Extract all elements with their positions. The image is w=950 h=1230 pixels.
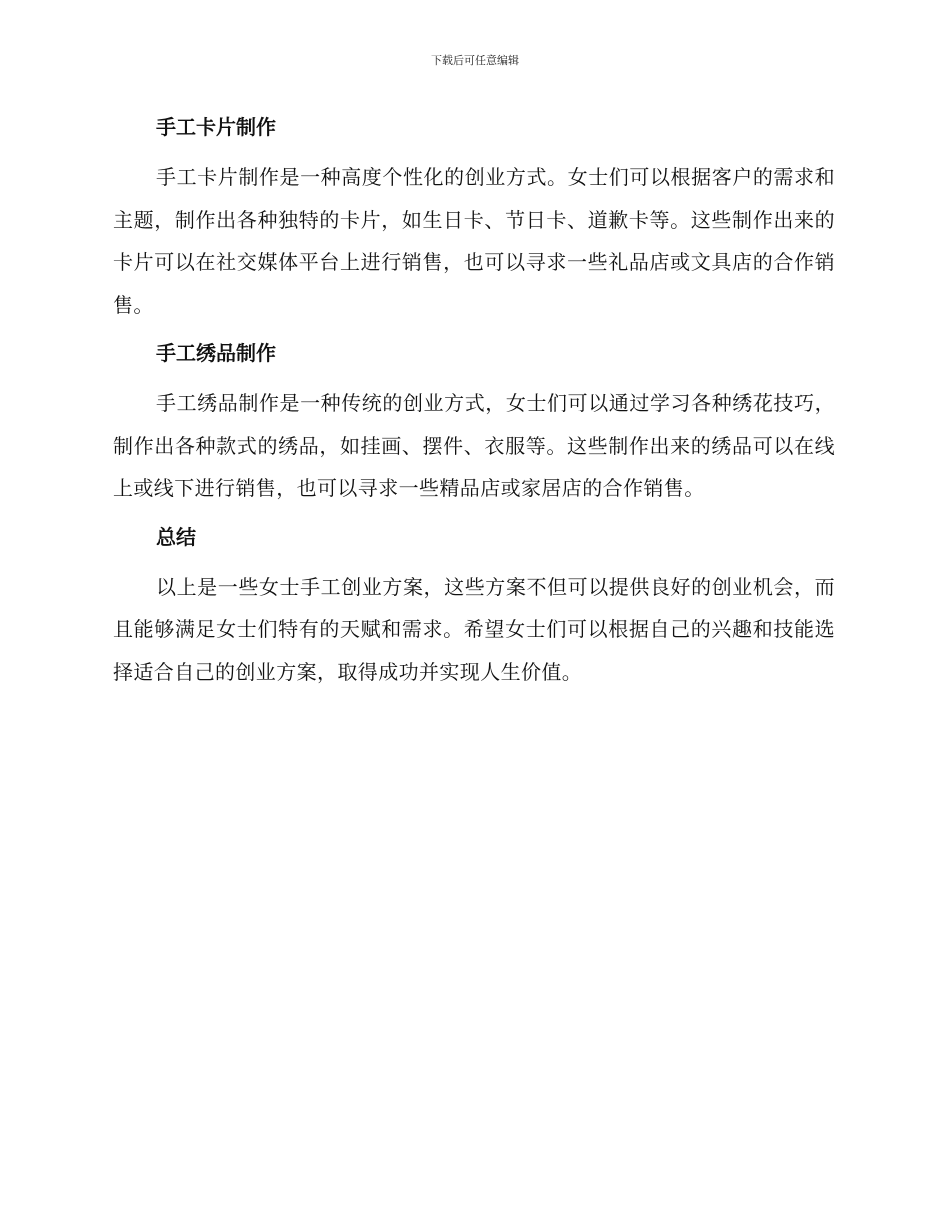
page-header: 下载后可任意编辑 [431,54,519,67]
section-heading-summary: 总结 [156,524,196,549]
section-heading-card-making: 手工卡片制作 [156,115,276,139]
document-body [113,110,835,703]
section-paragraph-embroidery: 手工绣品制作是一种传统的创业方式，女士们可以通过学习各种绣花技巧，制作出各种款式的绣品，如挂画、摆件、衣服等。这些制作出来的绣品可以在线上或线下进行销售，也可以寻求一些精品店或家居店的合作销售。 [113,391,835,500]
section-paragraph-summary: 以上是一些女士手工创业方案，这些方案不但可以提供良好的创业机会，而且能够满足女士们特有的天赋和需求。希望女士们可以根据自己的兴趣和技能选择适合自己的创业方案，取得成功并实现人生价值。 [113,574,835,684]
section-paragraph-card-making: 手工卡片制作是一种高度个性化的创业方式。女士们可以根据客户的需求和主题，制作出各种独特的卡片，如生日卡、节日卡、道歉卡等。这些制作出来的卡片可以在社交媒体平台上进行销售，也可以寻求一些礼品店或文具店的合作销售。 [113,165,835,317]
section-heading-embroidery: 手工绣品制作 [156,341,276,365]
